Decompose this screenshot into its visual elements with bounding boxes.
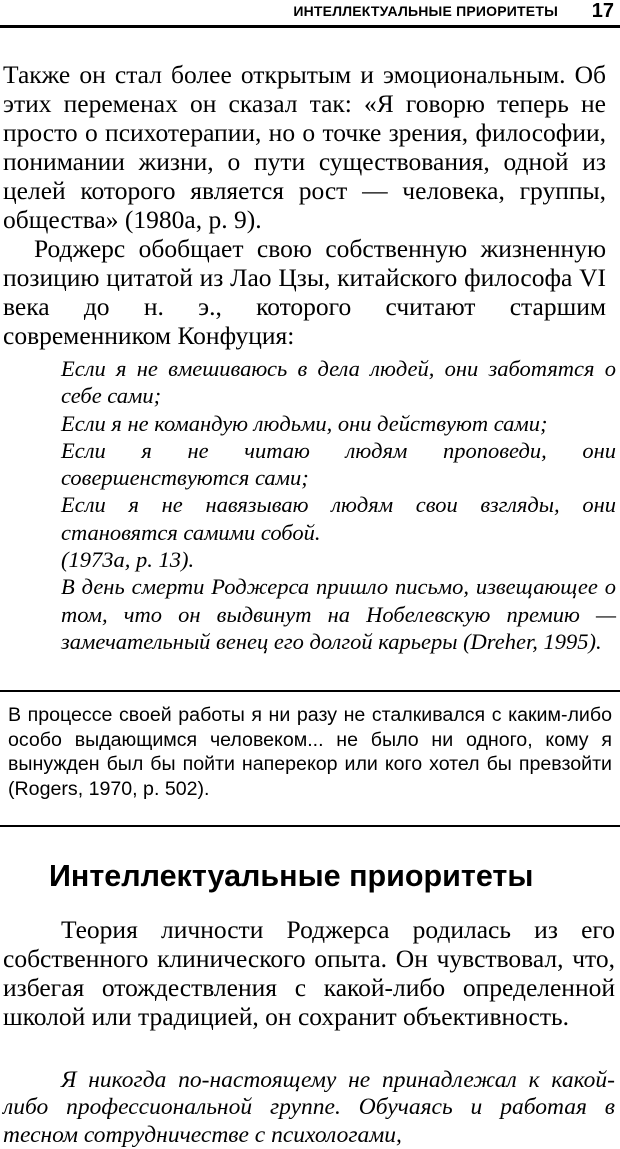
paragraph-theory-origin: Теория личности Роджерса родилась из его собственного клинического опыта. Он чувствовал, что, избегая отождествления с какой-либо определенной школой или традицией, он сохранит объективность. <box>3 915 615 1031</box>
paragraph-rogers-quote-start: Я никогда по-настоящему не принадлежал к какой-либо профессиональной группе. Обучаясь и работая в тесном сотрудничестве с психологами, <box>3 1067 615 1149</box>
quote-line: Если я не вмешиваюсь в дела людей, они заботятся о себе сами; <box>61 355 616 410</box>
quote-citation: (1973а, р. 13). <box>61 546 616 573</box>
running-title: ИНТЕЛЛЕКТУАЛЬНЫЕ ПРИОРИТЕТЫ <box>293 3 558 19</box>
sidebar-bottom-rule <box>0 825 620 827</box>
paragraph-lao-tzu-intro: Роджерс обобщает свою собственную жизненную позицию цитатой из Лао Цзы, китайского философа VI века до н. э., которого считают старшим современником Конфуция: <box>3 234 606 350</box>
paragraph-emotional-openness: Также он стал более открытым и эмоциональным. Об этих переменах он сказал так: «Я говорю теперь не просто о психотерапии, но о точке зрения, философии, понимании жизни, о пути существования, одной из целей которого является рост — человека, группы, общества» (1980а, р. 9). <box>3 60 606 234</box>
sidebar-top-rule <box>0 690 620 692</box>
quote-line: Если я не навязываю людям свои взгляды, они становятся самими собой. <box>61 491 616 546</box>
page-number: 17 <box>592 0 614 23</box>
running-header <box>0 2 620 28</box>
section-heading: Интеллектуальные приоритеты <box>49 858 619 894</box>
lao-tzu-quote-block <box>61 355 616 655</box>
quote-line: Если я не читаю людям проповеди, они совершенствуются сами; <box>61 437 616 492</box>
quote-line: Если я не командую людьми, они действуют сами; <box>61 410 616 437</box>
sidebar-rogers-quote: В процессе своей работы я ни разу не сталкивался с каким-либо особо выдающимся человеком... не было ни одного, кому я вынужден был бы пойти наперекор или кого хотел бы превзойти (Rogers, 1970, p. 502). <box>8 703 612 801</box>
nobel-note: В день смерти Роджерса пришло письмо, извещающее о том, что он выдвинут на Нобелевскую премию — замечательный венец его долгой карьеры (Dreher, 1995). <box>61 573 616 655</box>
